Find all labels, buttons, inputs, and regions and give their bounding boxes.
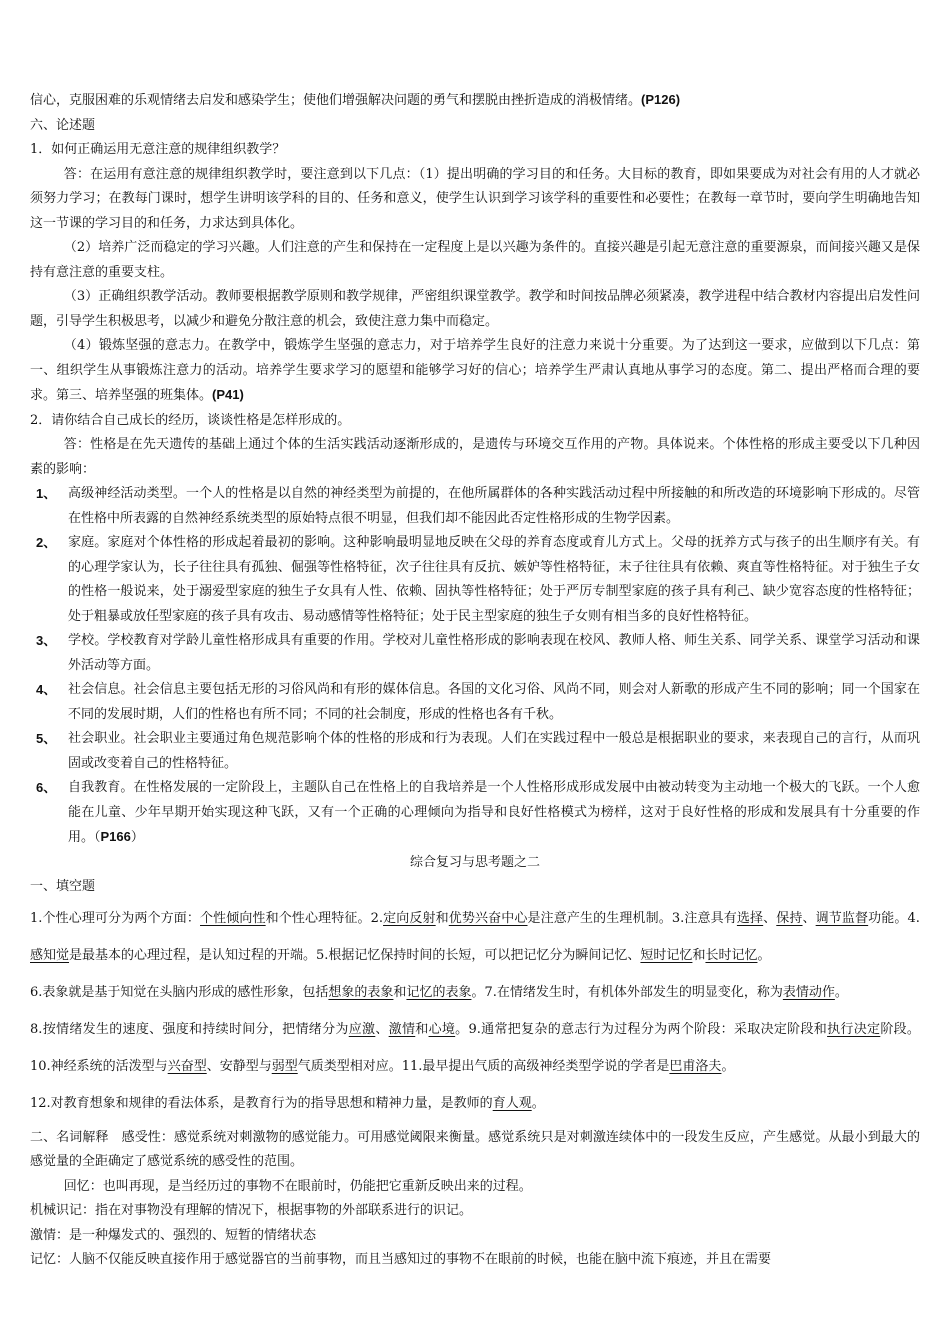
- fill-text: 。7.在情绪发生时，有机体外部发生的明显变化，称为: [471, 984, 783, 1000]
- fill-text: 。9.通常把复杂的意志行为过程分为两个阶段：采取决定阶段和: [455, 1021, 828, 1037]
- fill-text: 1.个性心理可分为两个方面：: [30, 910, 201, 926]
- section-title: 综合复习与思考题之二: [409, 854, 540, 870]
- fill-answer: 定向反射: [383, 910, 436, 926]
- fill-text: 12.对教育想象和规律的看法体系，是教育行为的指导思想和精神力量，是教师的: [30, 1095, 493, 1111]
- fill-text: 和个性心理特征。2.: [265, 910, 384, 926]
- definition-paragraph: 二、名词解释 感受性：感觉系统对刺激物的感觉能力。可用感觉阈限来衡量。感觉系统只是对刺激连续体中的一段发生反应，产生感觉。从最小到最大的感觉量的全距确定了感觉系统的感受性的范围。: [30, 1129, 920, 1169]
- fill-text: 、: [802, 910, 816, 926]
- fill-blank-paragraph: [30, 1085, 920, 1122]
- definition-paragraph: 回忆：也叫再现，是当经历过的事物不在眼前时，仍能把它重新反映出来的过程。: [63, 1178, 532, 1194]
- fill-text: 。: [757, 947, 771, 963]
- fill-text: 。: [721, 1058, 735, 1074]
- fill-blank-paragraph: [30, 974, 920, 1011]
- section-heading: 六、论述题: [30, 117, 96, 133]
- answer-paragraph: （4）锻炼坚强的意志力。在教学中，锻炼学生坚强的意志力，对于培养学生良好的注意力来说十分重要。为了达到这一要求，应做到以下几点：第一、组织学生从事锻炼注意力的活动。培养学生要求学习的愿望和能够学习好的信心；培养学生严肃认真地从事学习的态度。第二、提出严格而合理的要求。第三、培养坚强的班集体。(P41): [30, 338, 920, 403]
- fill-text: 和: [692, 947, 706, 963]
- fill-answer: 记忆的表象: [406, 984, 472, 1000]
- fill-text: 。: [531, 1095, 545, 1111]
- fill-blank-paragraph: [30, 900, 920, 974]
- answer-paragraph: （3）正确组织教学活动。教师要根据教学原则和教学规律，严密组织课堂教学。教学和时间按品牌必须紧凑，教学进程中结合教材内容提出启发性问题，引导学生积极思考，以减少和避免分散注意的机会，致使注意力集中而稳定。: [30, 289, 920, 329]
- fill-text: 是最基本的心理过程，是认知过程的开端。5.根据记忆保持时间的长短，可以把记忆分为瞬间记忆、: [69, 947, 641, 963]
- definition-paragraph: 激情：是一种爆发式的、强烈的、短暂的情绪状态: [30, 1227, 317, 1243]
- page-reference: (P41): [212, 387, 244, 402]
- list-item: 2、 家庭。家庭对个体性格的形成起着最初的影响。这种影响最明显地反映在父母的养育态度或育儿方式上。父母的抚养方式与孩子的出生顺序有关。有的心理学家认为，长子往往具有孤独、倔强等性格特征，次子往往具有反抗、嫉妒等性格特征，末子往往具有依赖、爽直等性格特征。对于独生子女的性格一般说来，处于溺爱型家庭的独生子女具有人性、依赖、固执等性格特征；处于严厉专制型家庭的孩子具有利己、缺少宽容态度的性格特征；处于粗暴或放任型家庭的孩子具有攻击、易动感情等性格特征；处于民主型家庭的独生子女则有相当多的良好性格特征。: [36, 535, 920, 624]
- fill-text: 功能。4.: [868, 910, 920, 926]
- fill-answer: 感知觉: [30, 947, 70, 963]
- fill-answer: 想象的表象: [328, 984, 394, 1000]
- question: 2．请你结合自己成长的经历，谈谈性格是怎样形成的。: [30, 412, 351, 428]
- fill-answer: 选择: [736, 910, 764, 926]
- question: 1．如何正确运用无意注意的规律组织教学？: [30, 142, 286, 157]
- answer-paragraph: （2）培养广泛而稳定的学习兴趣。人们注意的产生和保持在一定程度上是以兴趣为条件的。直接兴趣是引起无意注意的重要源泉，而间接兴趣又是保持有意注意的重要支柱。: [30, 240, 920, 280]
- definition-paragraph: 记忆：人脑不仅能反映直接作用于感觉器官的当前事物，而且当感知过的事物不在眼前的时候，也能在脑中流下痕迹，并且在需要: [30, 1252, 772, 1267]
- fill-answer: 巴甫洛夫: [669, 1058, 722, 1074]
- page-reference: P166: [100, 829, 131, 844]
- fill-answer: 保持: [776, 910, 803, 926]
- fill-text: 、: [763, 910, 777, 926]
- fill-text: 。: [834, 984, 848, 1000]
- fill-blank-paragraph: [30, 1011, 920, 1085]
- fill-text: 和: [393, 984, 407, 1000]
- fill-text: 阶段。10.神经系统的活泼型与: [30, 1021, 920, 1074]
- answer-paragraph: 答：性格是在先天遗传的基础上通过个体的生活实践活动逐渐形成的，是遗传与环境交互作用的产物。具体说来。个体性格的形成主要受以下几种因素的影响：: [30, 437, 920, 477]
- fill-answer: 应激: [348, 1021, 376, 1037]
- fill-answer: 优势兴奋中心: [448, 910, 528, 926]
- fill-answer: 长时记忆: [705, 947, 758, 963]
- fill-text: 气质类型相对应。11.最早提出气质的高级神经类型学说的学者是: [297, 1058, 670, 1074]
- fill-text: 、: [375, 1021, 389, 1037]
- fill-answer: 心境: [428, 1021, 456, 1037]
- fill-answer: 执行决定: [827, 1021, 881, 1037]
- fill-answer: 弱型: [271, 1058, 298, 1074]
- page-reference: (P126): [641, 92, 681, 107]
- fill-answer: 个性倾向性: [200, 910, 266, 926]
- fill-answer: 兴奋型: [167, 1058, 207, 1074]
- list-item: 3、 学校。学校教育对学龄儿童性格形成具有重要的作用。学校对儿童性格形成的影响表现在校风、教师人格、师生关系、同学关系、课堂学习活动和课外活动等方面。: [36, 633, 920, 673]
- fill-text: 和: [415, 1021, 429, 1037]
- fill-answer: 育人观: [492, 1095, 532, 1111]
- list-item: 6、 自我教育。在性格发展的一定阶段上，主题队自己在性格上的自我培养是一个人性格形成形成发展中由被动转变为主动地一个极大的飞跃。一个人愈能在儿童、少年早期开始实现这种飞跃，又有一个正确的心理倾向为指导和良好性格模式为榜样，这对于良好性格的形成和发展具有十分重要的作用。（P166）: [36, 780, 920, 845]
- fill-answer: 短时记忆: [640, 947, 693, 963]
- definition-paragraph: 机械识记：指在对事物没有理解的情况下，根据事物的外部联系进行的识记。: [30, 1203, 473, 1218]
- fill-answer: 激情: [388, 1021, 416, 1037]
- answer-paragraph: 答：在运用有意注意的规律组织教学时，要注意到以下几点：（1）提出明确的学习目的和任务。大目标的教育，即如果要成为对社会有用的人才就必须努力学习；在教每门课时，想学生讲明该学科的目的、任务和意义，使学生认识到学习该学科的重要性和必要性；在教每一章节时，要向学生明确地告知这一节课的学习目的和任务，力求达到具体化。: [30, 166, 920, 231]
- list-item: 4、 社会信息。社会信息主要包括无形的习俗风尚和有形的媒体信息。各国的文化习俗、风尚不同，则会对人新歌的形成产生不同的影响；同一个国家在不同的发展时期，人们的性格也有所不同；不同的社会制度，形成的性格也各有千秋。: [36, 682, 920, 722]
- fill-text: 6.表象就是基于知觉在头脑内形成的感性形象，包括: [30, 984, 329, 1000]
- fill-text: 8.按情绪发生的速度、强度和持续时间分，把情绪分为: [30, 1021, 349, 1037]
- fill-answer: 表情动作: [782, 984, 835, 1000]
- fill-text: 、安静型与: [206, 1058, 272, 1074]
- fill-answer: 调节监督: [815, 910, 869, 926]
- fill-text: 和: [435, 910, 449, 926]
- list-item: 1、 高级神经活动类型。一个人的性格是以自然的神经类型为前提的，在他所属群体的各种实践活动过程中所接触的和所改造的环境影响下形成的。尽管在性格中所表露的自然神经系统类型的原始特点很不明显，但我们却不能因此否定性格形成的生物学因素。: [36, 486, 920, 526]
- fill-text: 是注意产生的生理机制。3.注意具有: [527, 910, 737, 926]
- section-heading: 一、填空题: [30, 879, 96, 894]
- paragraph: 信心，克服困难的乐观情绪去启发和感染学生；使他们增强解决问题的勇气和摆脱由挫折造成的消极情绪。(P126): [30, 92, 681, 108]
- list-item: 5、 社会职业。社会职业主要通过角色规范影响个体的性格的形成和行为表现。人们在实践过程中一般总是根据职业的要求，来表现自己的言行，从而巩固或改变着自己的性格特征。: [36, 731, 920, 771]
